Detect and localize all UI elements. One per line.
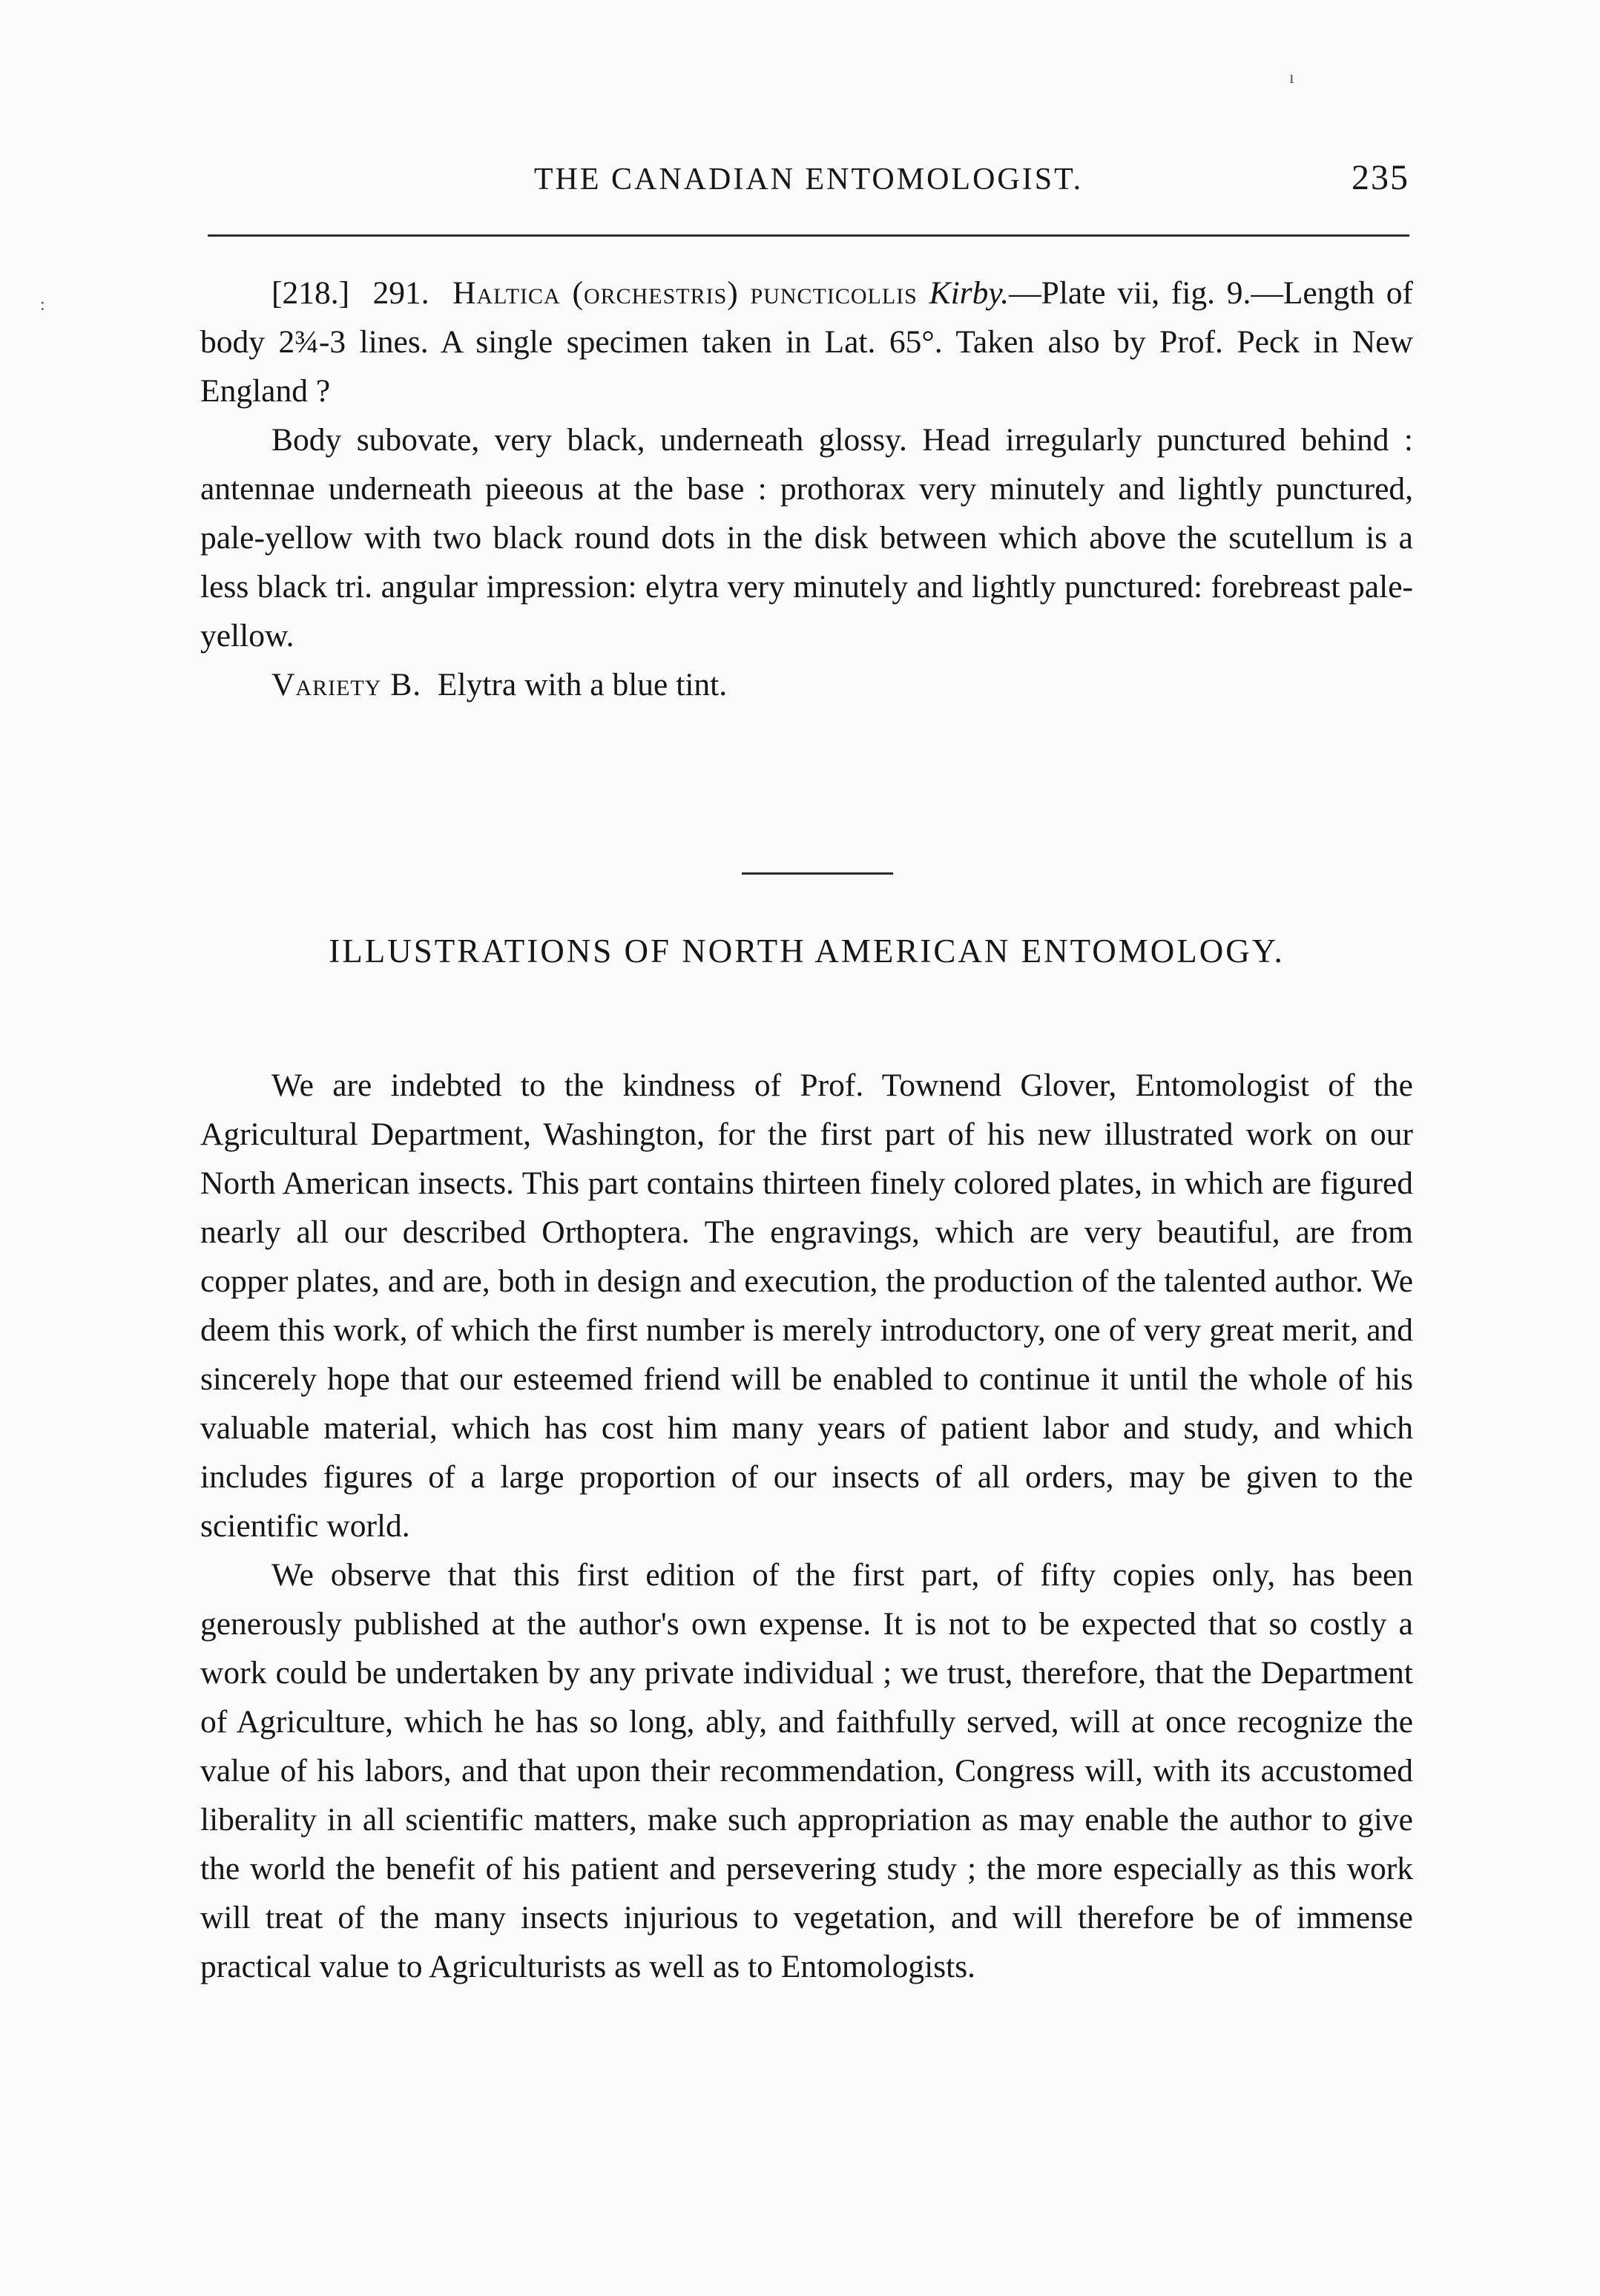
article-heading: ILLUSTRATIONS OF NORTH AMERICAN ENTOMOLOGY. — [329, 932, 1285, 970]
article-paragraph: We observe that this first edition of the first part, of fifty copies only, has been generously published at the author's own expense. It is not to be expected that so costly a work could be undertaken by any private individual ; we trust, therefore, that the Department of Agriculture, which he has so long, ably, and faithfully served, will at once recognize the value of his labors, and that upon their recommendation, Congress will, with its accustomed liberality in all scientific matters, make such appropriation as may enable the author to give the world the benefit of his patient and persevering study ; the more especially as this work will treat of the many insects injurious to vegetation, and will therefore be of immense practical value to Agriculturists as well as to Entomologists. — [200, 1557, 1413, 1984]
entry-ref: [218.] — [271, 275, 350, 311]
variety-text: Elytra with a blue tint. — [437, 667, 728, 703]
article-paragraph: We are indebted to the kindness of Prof. Townend Glover, Entomologist of the Agricultural Department, Washington, for the first part of his new illustrated work on our North American insects. This part contains thirteen finely colored plates, in which are figured nearly all our described Orthoptera. The engravings, which are very beautiful, are from copper plates, and are, both in design and execution, the production of the talented author. We deem this work, of which the first number is merely introductory, one of very great merit, and sincerely hope that our esteemed friend will be enabled to continue it until the whole of his valuable material, which has cost him many years of patient labor and study, and which includes figures of a large proportion of our insects of all orders, may be given to the scientific world. — [200, 1068, 1413, 1544]
entry-subgenus: (orchestris) — [572, 275, 739, 311]
page-number: 235 — [1352, 158, 1409, 197]
entry-intro — [200, 269, 1413, 415]
entry-variety — [200, 660, 1413, 709]
page-header — [208, 156, 1409, 208]
article-body — [200, 1061, 1413, 1991]
variety-label: Variety B. — [271, 667, 422, 703]
entry-description: Body subovate, very black, underneath glossy. Head irregularly punctured behind : antennae underneath pieeous at the base : prothorax very minutely and lightly punctured, pale-yellow with two black round dots in the disk between which above the scutellum is a less black tri. angular impression: elytra very minutely and lightly punctured: forebreast pale-yellow. — [200, 422, 1413, 654]
scan-speck: : — [40, 295, 45, 315]
running-title: THE CANADIAN ENTOMOLOGIST. — [533, 162, 1084, 197]
section-divider — [742, 872, 893, 875]
entry-number: 291. — [372, 275, 429, 311]
entry-genus: Haltica — [452, 275, 561, 311]
header-rule — [208, 234, 1409, 237]
scan-speck: ı — [1289, 68, 1294, 88]
entry-species: puncticollis — [750, 275, 918, 311]
entry-author: Kirby. — [929, 275, 1010, 311]
entry-intro-rest: —Plate vii, fig. 9.—Length of body 2¾-3 lines. A single specimen taken in Lat. 65°. Taken also by Prof. Peck in New England ? — [200, 275, 1414, 409]
species-entry — [200, 269, 1413, 709]
